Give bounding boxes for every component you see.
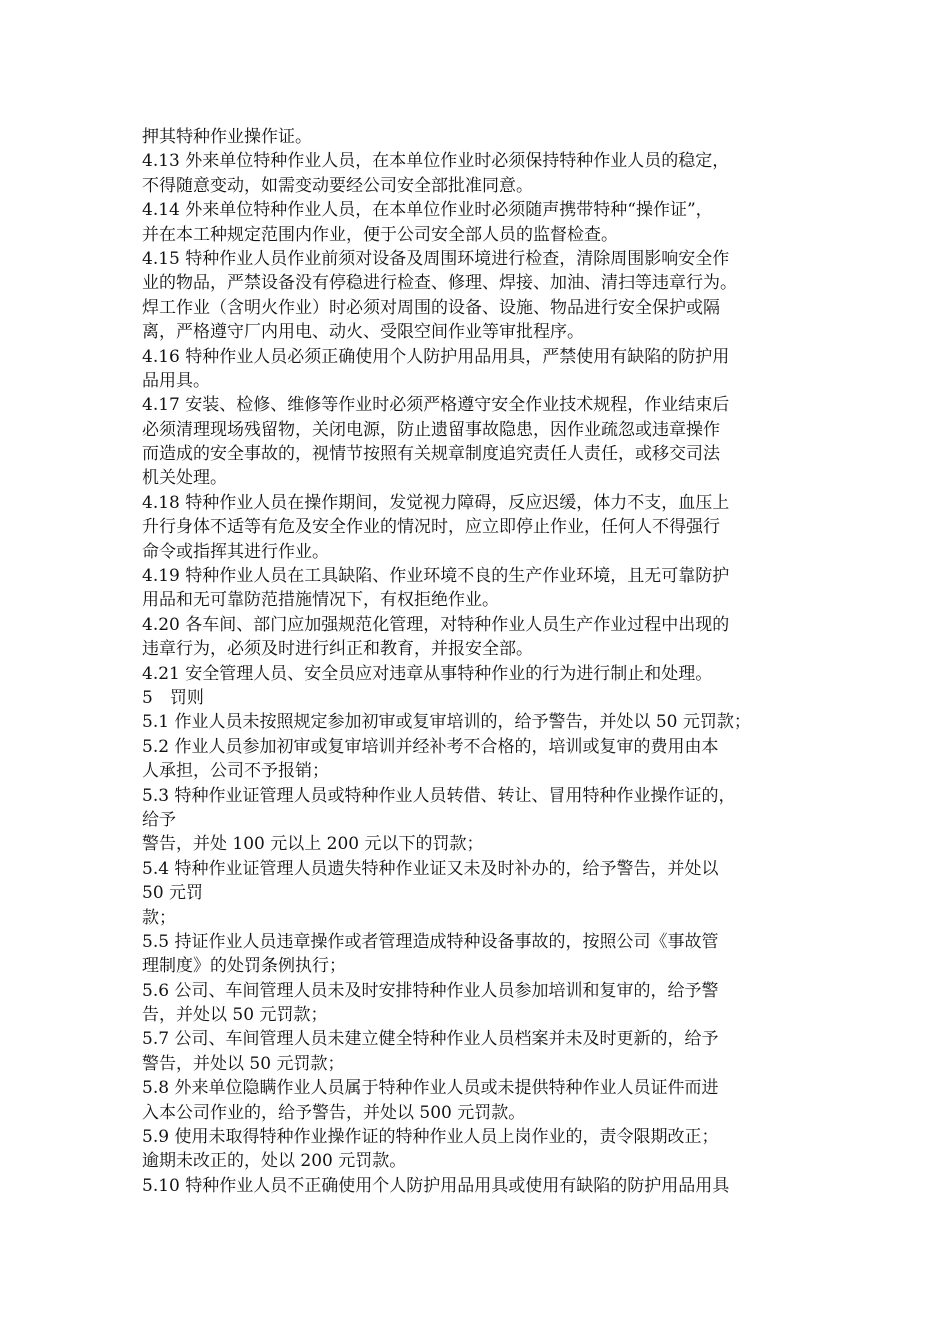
- text-line: 款；: [142, 907, 176, 928]
- text-line: 5.7 公司、车间管理人员未建立健全特种作业人员档案并未及时更新的，给予: [142, 1029, 719, 1050]
- text-line: 违章行为，必须及时进行纠正和教育，并报安全部。: [142, 639, 533, 660]
- text-line: 4.17 安装、检修、维修等作业时必须严格遵守安全作业技术规程，作业结束后: [142, 395, 730, 416]
- text-line: 5.8 外来单位隐瞒作业人员属于特种作业人员或未提供特种作业人员证件而进: [142, 1078, 719, 1099]
- text-line: 5.1 作业人员未按照规定参加初审或复审培训的，给予警告，并处以 50 元罚款；: [142, 712, 751, 733]
- text-line: 4.13 外来单位特种作业人员，在本单位作业时必须保持特种作业人员的稳定，: [142, 151, 730, 172]
- text-line: 命令或指挥其进行作业。: [142, 541, 329, 562]
- document-page: [142, 125, 822, 1198]
- text-line: 焊工作业（含明火作业）时必须对周围的设备、设施、物品进行安全保护或隔: [142, 297, 720, 318]
- text-line: 给予: [142, 809, 176, 830]
- text-line: 5 罚则: [142, 687, 204, 708]
- text-line: 品用具。: [142, 370, 210, 391]
- text-line: 机关处理。: [142, 468, 227, 489]
- text-line: 5.3 特种作业证管理人员或特种作业人员转借、转让、冒用特种作业操作证的，: [142, 785, 736, 806]
- text-line: 而造成的安全事故的，视情节按照有关规章制度追究责任人责任，或移交司法: [142, 444, 720, 465]
- text-line: 5.4 特种作业证管理人员遗失特种作业证又未及时补办的，给予警告，并处以: [142, 858, 719, 879]
- text-line: 告，并处以 50 元罚款；: [142, 1005, 328, 1026]
- text-line: 4.20 各车间、部门应加强规范化管理，对特种作业人员生产作业过程中出现的: [142, 614, 730, 635]
- text-line: 人承担，公司不予报销；: [142, 761, 329, 782]
- text-line: 警告，并处以 50 元罚款；: [142, 1053, 345, 1074]
- text-line: 必须清理现场残留物，关闭电源，防止遗留事故隐患，因作业疏忽或违章操作: [142, 419, 720, 440]
- text-line: 5.2 作业人员参加初审或复审培训并经补考不合格的，培训或复审的费用由本: [142, 736, 719, 757]
- text-line: 不得随意变动，如需变动要经公司安全部批准同意。: [142, 175, 533, 196]
- text-line: 5.10 特种作业人员不正确使用个人防护用品用具或使用有缺陷的防护用品用具: [142, 1175, 730, 1196]
- text-line: 业的物品，严禁设备没有停稳进行检查、修理、焊接、加油、清扫等违章行为。: [142, 273, 737, 294]
- text-line: 50 元罚: [142, 883, 204, 904]
- text-line: 离，严格遵守厂内用电、动火、受限空间作业等审批程序。: [142, 322, 584, 343]
- text-line: 4.14 外来单位特种作业人员，在本单位作业时必须随声携带特种“操作证”，: [142, 200, 713, 221]
- text-line: 4.19 特种作业人员在工具缺陷、作业环境不良的生产作业环境，且无可靠防护: [142, 566, 730, 587]
- text-line: 4.15 特种作业人员作业前须对设备及周围环境进行检查，清除周围影响安全作: [142, 248, 730, 269]
- text-line: 理制度》的处罚条例执行；: [142, 956, 346, 977]
- text-line: 用品和无可靠防范措施情况下，有权拒绝作业。: [142, 590, 499, 611]
- text-line: 5.6 公司、车间管理人员未及时安排特种作业人员参加培训和复审的，给予警: [142, 980, 719, 1001]
- text-line: 逾期未改正的，处以 200 元罚款。: [142, 1151, 407, 1172]
- text-line: 4.16 特种作业人员必须正确使用个人防护用品用具，严禁使用有缺陷的防护用: [142, 346, 730, 367]
- text-line: 4.18 特种作业人员在操作期间，发觉视力障碍，反应迟缓，体力不支，血压上: [142, 492, 730, 513]
- text-line: 5.5 持证作业人员违章操作或者管理造成特种设备事故的，按照公司《事故管: [142, 931, 719, 952]
- text-line: 并在本工种规定范围内作业，便于公司安全部人员的监督检查。: [142, 224, 618, 245]
- text-line: 5.9 使用未取得特种作业操作证的特种作业人员上岗作业的，责令限期改正；: [142, 1127, 719, 1148]
- text-line: 警告，并处 100 元以上 200 元以下的罚款；: [142, 834, 484, 855]
- text-line: 升行身体不适等有危及安全作业的情况时，应立即停止作业，任何人不得强行: [142, 517, 720, 538]
- text-line: 4.21 安全管理人员、安全员应对违章从事特种作业的行为进行制止和处理。: [142, 663, 713, 684]
- text-line: 入本公司作业的，给予警告，并处以 500 元罚款。: [142, 1102, 526, 1123]
- text-line: 押其特种作业操作证。: [142, 127, 312, 147]
